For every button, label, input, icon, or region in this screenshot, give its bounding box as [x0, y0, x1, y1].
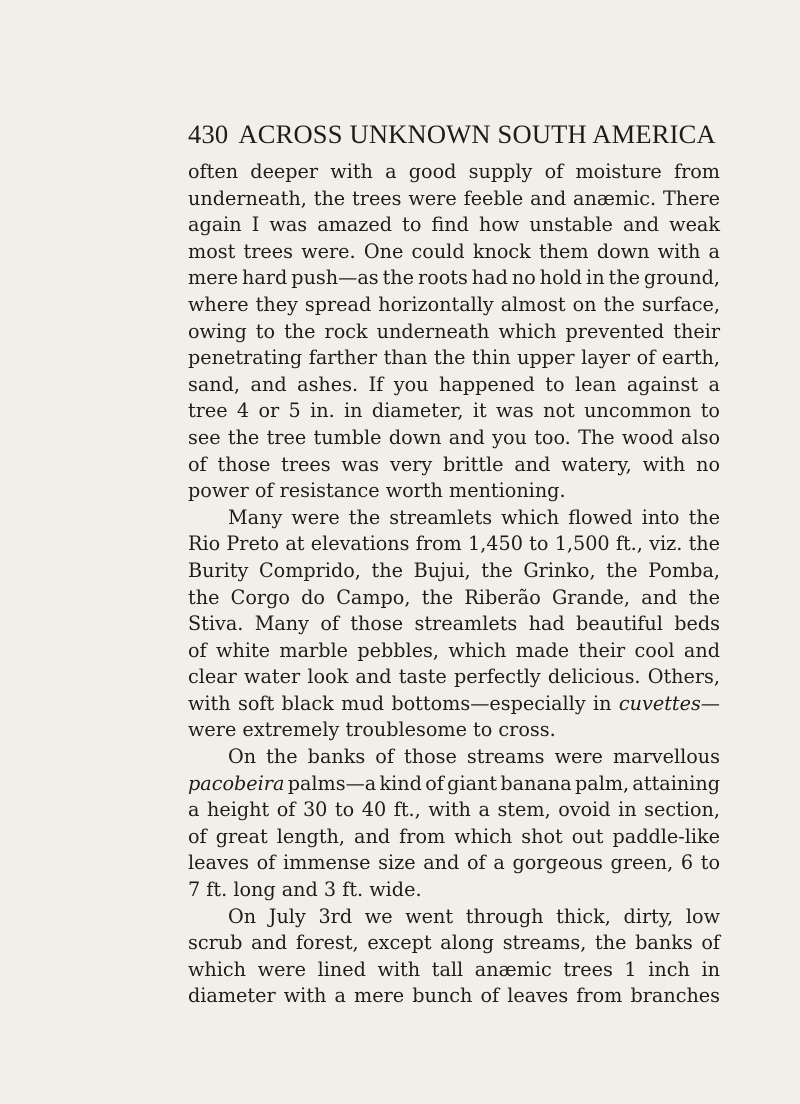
running-head — [188, 119, 720, 150]
italic-term: cuvettes— — [618, 691, 720, 715]
text-line: 7 ft. long and 3 ft. wide. — [188, 878, 422, 902]
text-line: leaves of immense size and of a gorgeous green, 6 to — [188, 851, 720, 875]
text-line: where they spread horizontally almost on the surface, — [188, 292, 720, 316]
body-text — [188, 159, 720, 1010]
text-line-part: with soft black mud bottoms—especially in — [188, 691, 612, 715]
text-line: underneath, the trees were feeble and anæmic. There — [188, 186, 720, 210]
text-line — [188, 771, 720, 798]
text-line: were extremely troublesome to cross. — [188, 718, 556, 742]
text-line: again I was amazed to find how unstable and weak — [188, 213, 720, 237]
text-line: often deeper with a good supply of moisture from — [188, 160, 720, 183]
text-line-part: palms—a kind of giant banana palm, attaining — [284, 771, 720, 795]
text-line: mere hard push—as the roots had no hold in the ground, — [188, 266, 721, 290]
page-number: 430 — [188, 119, 229, 149]
text-line: the Corgo do Campo, the Riberão Grande, and the — [188, 585, 720, 609]
text-line: a height of 30 to 40 ft., with a stem, ovoid in section, — [188, 798, 720, 822]
text-line: which were lined with tall anæmic trees 1 inch in — [188, 957, 720, 981]
text-line: clear water look and taste perfectly delicious. Others, — [188, 665, 720, 689]
text-line: see the tree tumble down and you too. The wood also — [188, 425, 720, 449]
text-line: penetrating farther than the thin upper layer of earth, — [188, 346, 720, 370]
text-line: Many were the streamlets which flowed into the — [228, 505, 720, 529]
text-line: of great length, and from which shot out paddle-like — [188, 824, 720, 848]
text-line: Burity Comprido, the Bujui, the Grinko, the Pomba, — [188, 558, 720, 582]
text-line: scrub and forest, except along streams, the banks of — [188, 931, 720, 955]
text-line: tree 4 or 5 in. in diameter, it was not uncommon to — [188, 399, 720, 423]
text-line: diameter with a mere bunch of leaves from branches — [188, 984, 720, 1008]
text-line: Rio Preto at elevations from 1,450 to 1,500 ft., viz. the — [188, 532, 720, 556]
running-title: ACROSS UNKNOWN SOUTH AMERICA — [238, 119, 716, 149]
text-line — [188, 691, 720, 718]
text-line: On July 3rd we went through thick, dirty, low — [228, 904, 720, 928]
text-line: of those trees was very brittle and watery, with no — [188, 452, 720, 476]
text-line: sand, and ashes. If you happened to lean against a — [188, 372, 720, 396]
text-line: On the banks of those streams were marvellous — [228, 745, 720, 769]
text-line: most trees were. One could knock them down with a — [188, 239, 720, 263]
italic-term: pacobeira — [188, 771, 285, 795]
text-line: Stiva. Many of those streamlets had beautiful beds — [188, 612, 720, 636]
text-line: owing to the rock underneath which prevented their — [188, 319, 720, 343]
text-line: power of resistance worth mentioning. — [188, 479, 566, 503]
text-line: of white marble pebbles, which made their cool and — [188, 638, 720, 662]
